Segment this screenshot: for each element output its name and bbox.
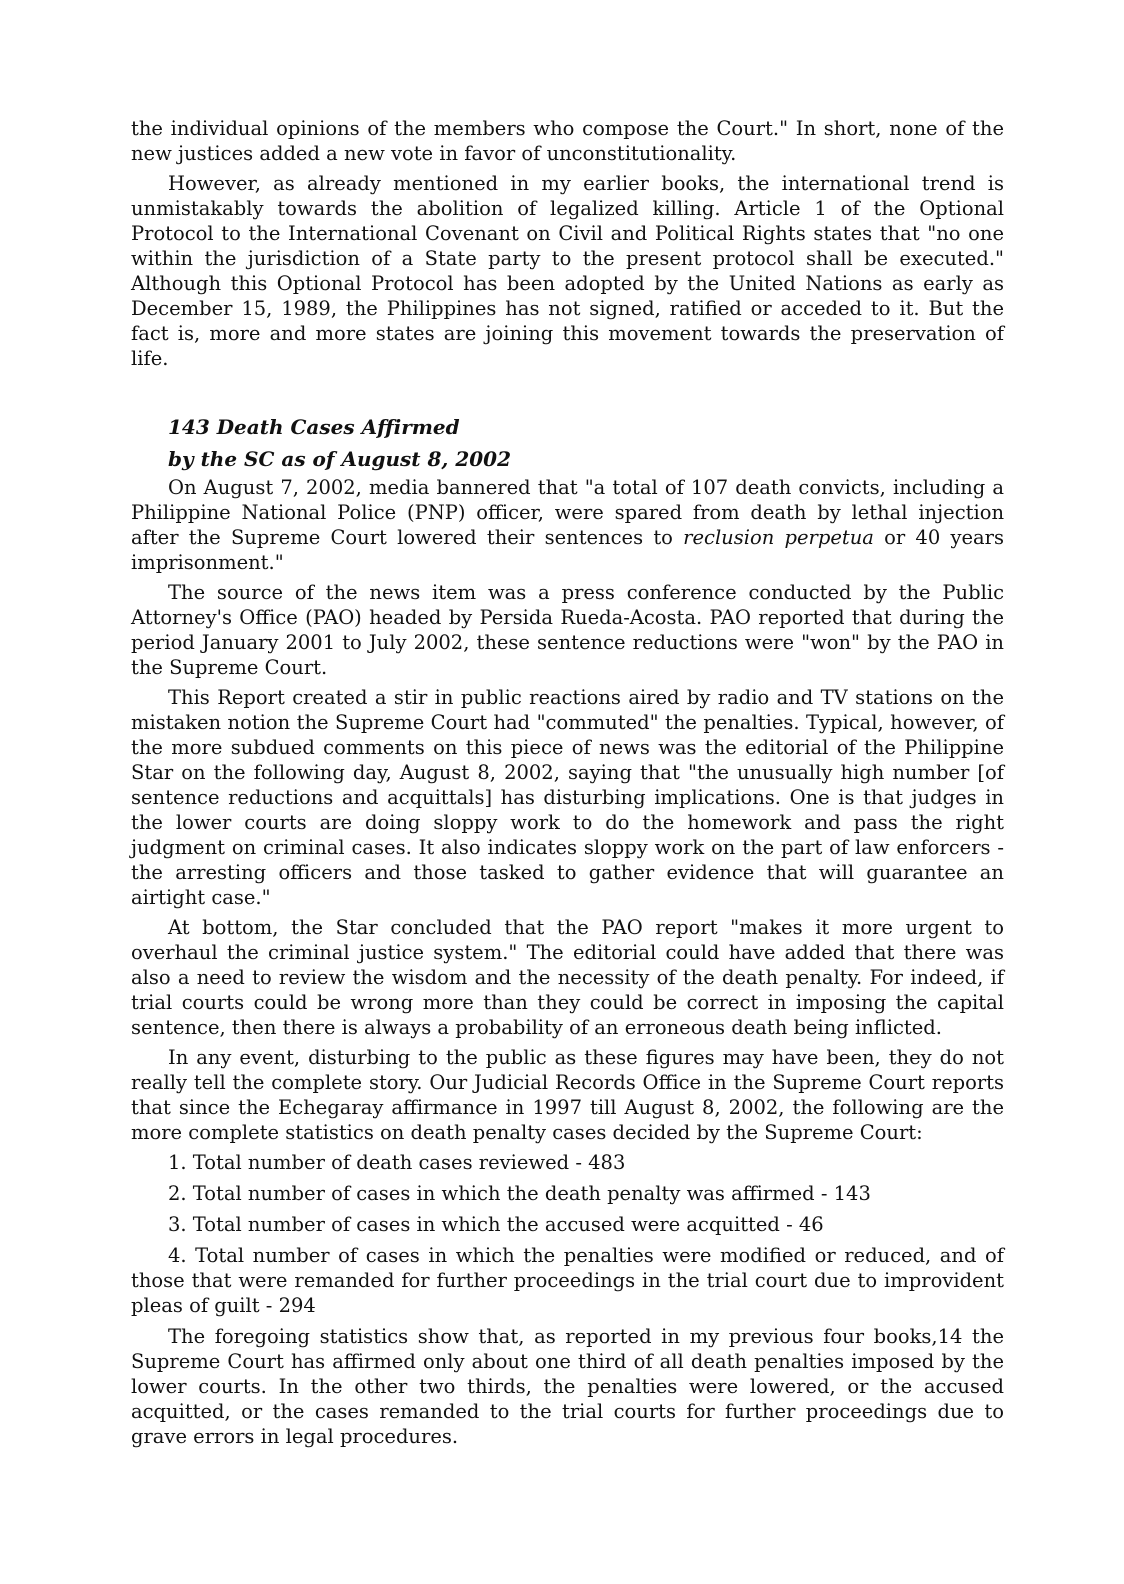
paragraph-records-office: In any event, disturbing to the public as these figures may have been, they do not really tell the complete story. Our Judicial Records Office in the Supreme Court reports that since the Echegaray affirmance in 1997 till August 8, 2002, the following are the more complete statistics on death penalty cases decided by the Supreme Court: [131,1046,1004,1144]
media-report-text-before: On August 7, 2002, media bannered that "a total of 107 death convicts, including a Philippine National Police (PNP) officer, were spared from death by lethal injection after the Supreme Court lowered their sentences to [131,476,1004,549]
section-heading-line-1: 143 Death Cases Affirmed [168,415,460,439]
section-heading [131,411,1004,475]
paragraph-news-source: The source of the news item was a press conference conducted by the Public Attorney's Office (PAO) headed by Persida Rueda-Acosta. PAO reported that during the period January 2001 to July 2002, these sentence reductions were "won" by the PAO in the Supreme Court. [131,581,1004,679]
paragraph-media-report [131,475,1004,575]
paragraph-continuation: the individual opinions of the members who compose the Court." In short, none of the new justices added a new vote in favor of unconstitutionality. [131,117,1004,165]
paragraph-public-reaction: This Report created a stir in public reactions aired by radio and TV stations on the mistaken notion the Supreme Court had "commuted" the penalties. Typical, however, of the more subdued comments on this piece of news was the editorial of the Philippine Star on the following day, August 8, 2002, saying that "the unusually high number [of sentence reductions and acquittals] has disturbing implications. One is that judges in the lower courts are doing sloppy work to do the homework and pass the right judgment on criminal cases. It also indicates sloppy work on the part of law enforcers - the arresting officers and those tasked to gather evidence that will guarantee an airtight case." [131,686,1004,909]
stat-item-reviewed: 1. Total number of death cases reviewed - 483 [168,1151,626,1174]
media-report-italic-term: reclusion perpetua [683,526,874,549]
document-page [131,116,1004,1454]
paragraph-international-trend: However, as already mentioned in my earlier books, the international trend is unmistakably towards the abolition of legalized killing. Article 1 of the Optional Protocol to the International Covenant on Civil and Political Rights states that "no one within the jurisdiction of a State party to the present protocol shall be executed." Although this Optional Protocol has been adopted by the United Nations as early as December 15, 1989, the Philippines has not signed, ratified or acceded to it. But the fact is, more and more states are joining this movement towards the preservation of life. [131,172,1004,370]
stat-item-modified: 4. Total number of cases in which the penalties were modified or reduced, and of those that were remanded for further proceedings in the trial court due to improvident pleas of guilt - 294 [131,1244,1004,1317]
stat-item-acquitted: 3. Total number of cases in which the accused were acquitted - 46 [168,1213,824,1236]
paragraph-star-conclusion: At bottom, the Star concluded that the PAO report "makes it more urgent to overhaul the criminal justice system." The editorial could have added that there was also a need to review the wisdom and the necessity of the death penalty. For indeed, if trial courts could be wrong more than they could be correct in imposing the capital sentence, then there is always a probability of an erroneous death being inflicted. [131,916,1004,1039]
section-heading-line-2: by the SC as of August 8, 2002 [168,447,511,471]
media-report-text-after: or 40 years imprisonment." [131,526,1004,574]
paragraph-closing: The foregoing statistics show that, as reported in my previous four books,14 the Supreme Court has affirmed only about one third of all death penalties imposed by the lower courts. In the other two thirds, the penalties were lowered, or the accused acquitted, or the cases remanded to the trial courts for further proceedings due to grave errors in legal procedures. [131,1325,1004,1448]
stat-item-affirmed: 2. Total number of cases in which the death penalty was affirmed - 143 [168,1182,871,1205]
